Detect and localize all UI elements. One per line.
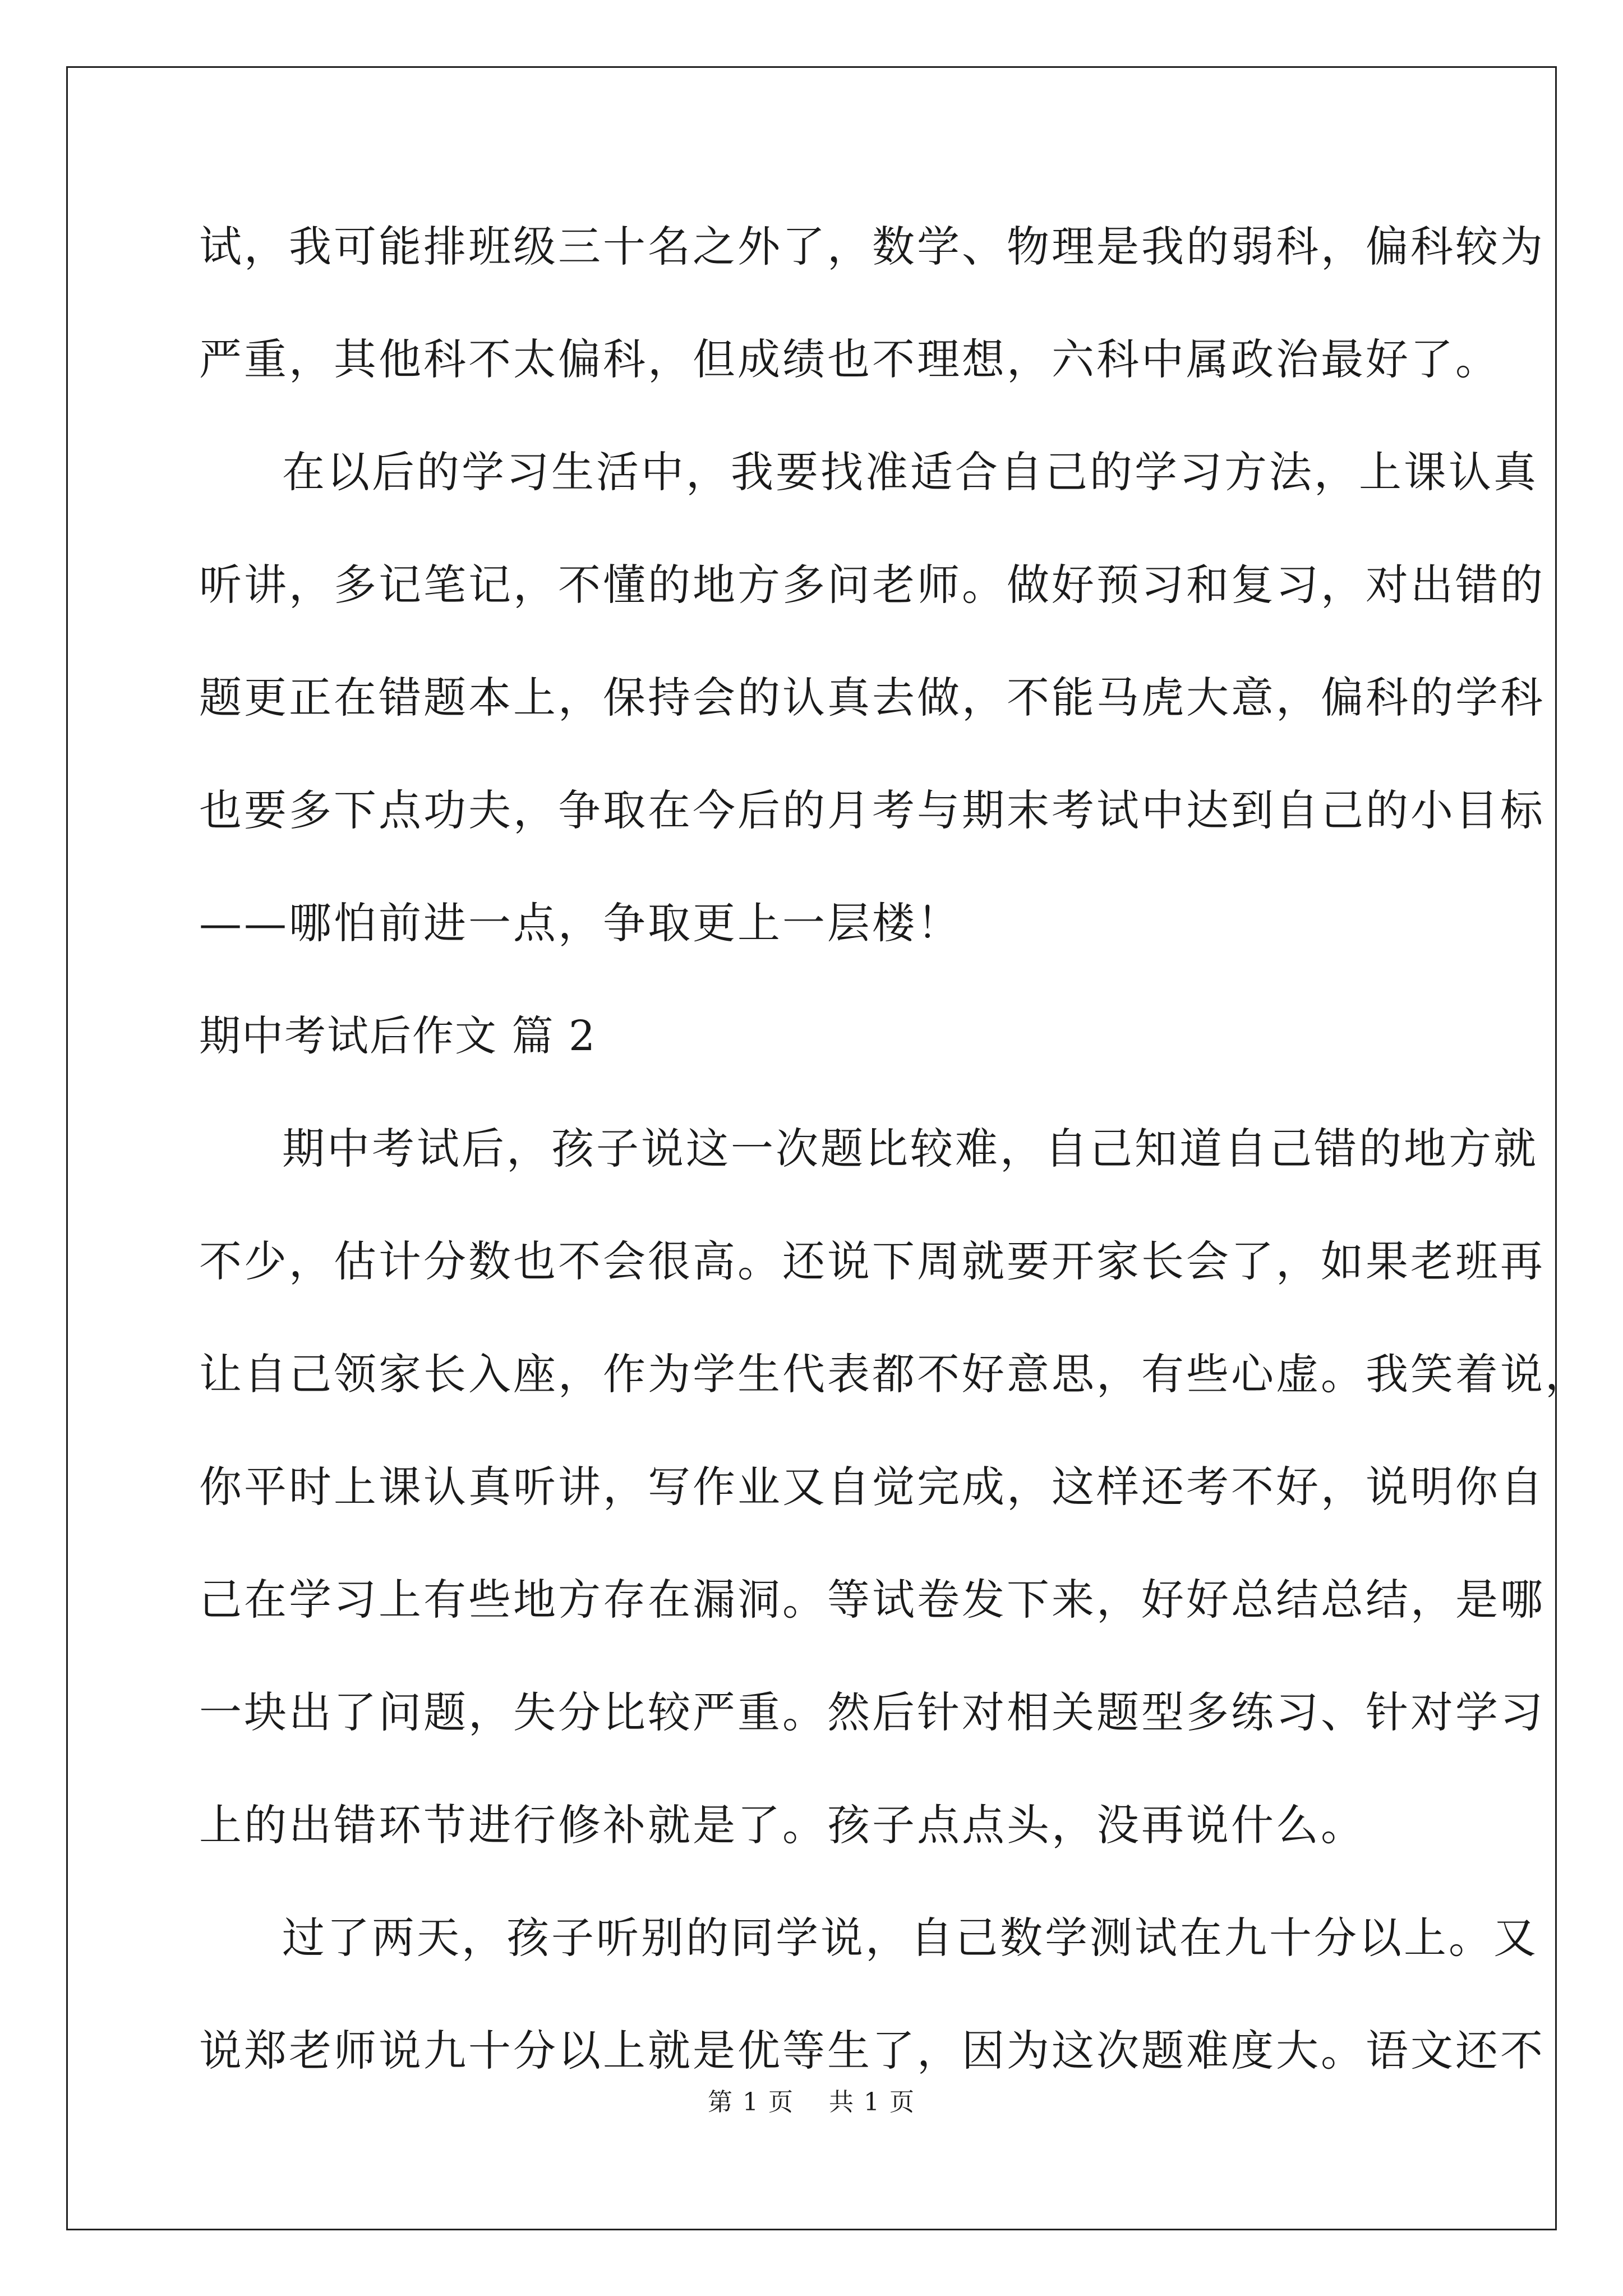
text-line: 试，我可能排班级三十名之外了，数学、物理是我的弱科，偏科较为 xyxy=(199,222,1545,272)
text-line: 题更正在错题本上，保持会的认真去做，不能马虎大意，偏科的学科 xyxy=(199,673,1545,723)
text-line: 让自己领家长入座，作为学生代表都不好意思，有些心虚。我笑着说， xyxy=(199,1349,1590,1399)
page-total: 共 1 页 xyxy=(829,2088,915,2116)
text-line: 上的出错环节进行修补就是了。孩子点点头，没再说什么。 xyxy=(199,1800,1366,1850)
text-line: 严重，其他科不太偏科，但成绩也不理想，六科中属政治最好了。 xyxy=(199,334,1500,384)
text-line: 过了两天，孩子听别的同学说，自己数学测试在九十分以上。又 xyxy=(282,1913,1538,1963)
text-line: 也要多下点功夫，争取在今后的月考与期末考试中达到自己的小目标 xyxy=(199,785,1545,835)
page-footer xyxy=(0,2086,1623,2119)
text-line: 己在学习上有些地方存在漏洞。等试卷发下来，好好总结总结，是哪 xyxy=(199,1575,1545,1625)
text-line: 不少，估计分数也不会很高。还说下周就要开家长会了，如果老班再 xyxy=(199,1236,1545,1286)
text-line: 你平时上课认真听讲，写作业又自觉完成，这样还考不好，说明你自 xyxy=(199,1462,1545,1512)
text-line: 期中考试后，孩子说这一次题比较难，自己知道自己错的地方就 xyxy=(282,1124,1538,1174)
page-number: 第 1 页 xyxy=(708,2088,794,2116)
text-line: ——哪怕前进一点，争取更上一层楼！ xyxy=(199,898,962,948)
section-heading: 期中考试后作文 篇 2 xyxy=(199,1012,597,1060)
text-line: 听讲，多记笔记，不懂的地方多问老师。做好预习和复习，对出错的 xyxy=(199,560,1545,610)
text-line: 在以后的学习生活中，我要找准适合自己的学习方法，上课认真 xyxy=(282,447,1538,497)
text-line: 说郑老师说九十分以上就是优等生了，因为这次题难度大。语文还不 xyxy=(199,2026,1545,2076)
text-line: 一块出了问题，失分比较严重。然后针对相关题型多练习、针对学习 xyxy=(199,1687,1545,1737)
document-body xyxy=(199,208,1590,2124)
